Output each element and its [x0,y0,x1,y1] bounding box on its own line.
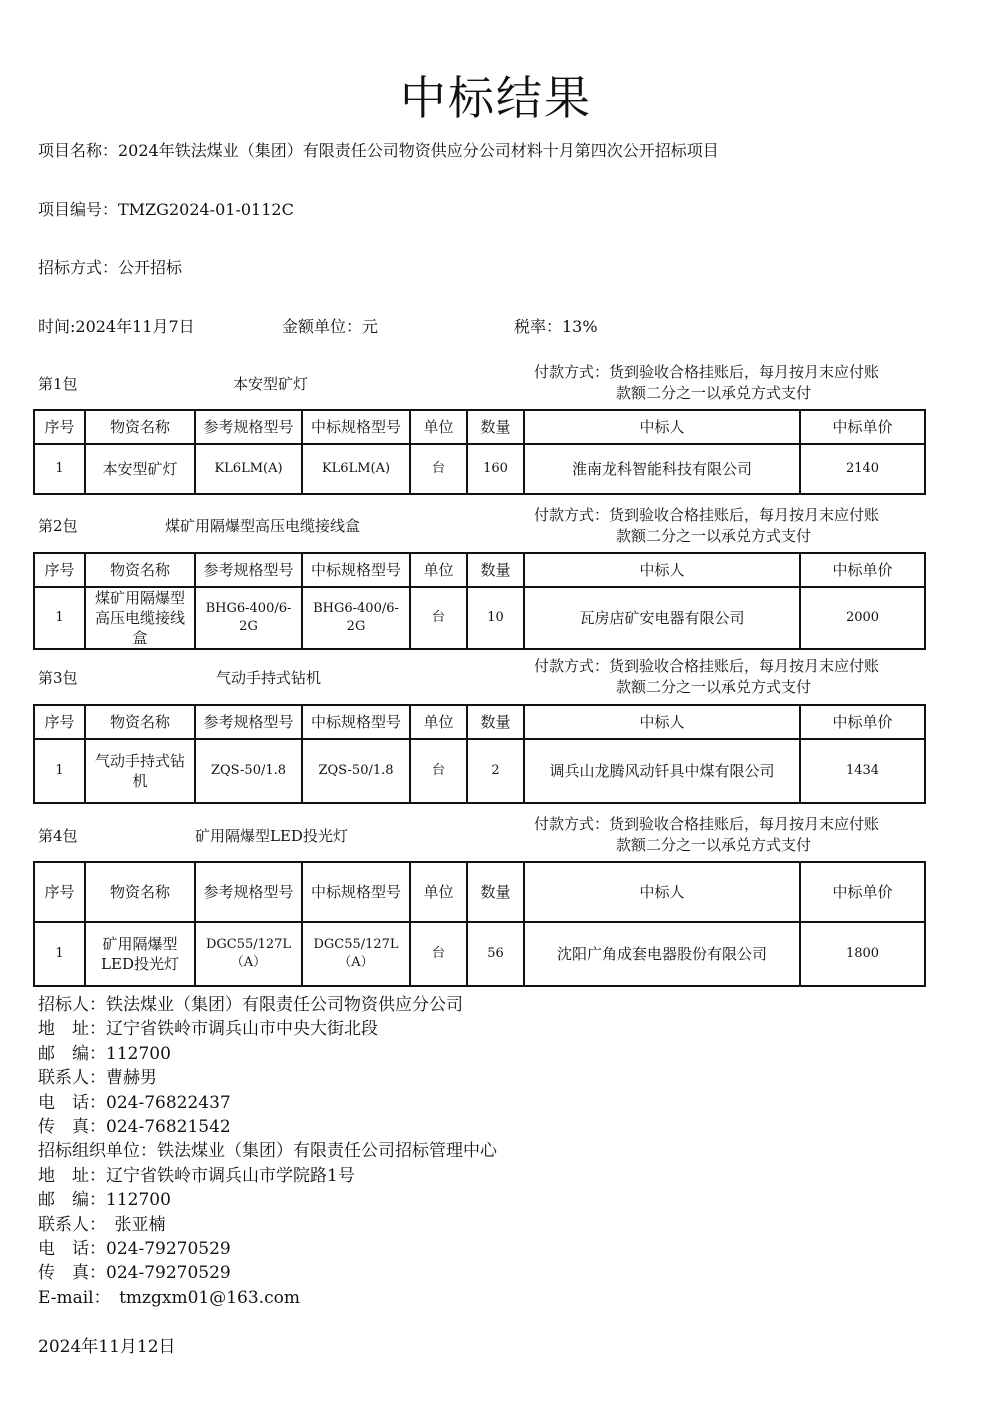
header-cell: 参考规格型号 [195,553,302,587]
payment-terms: 付款方式：货到验收合格挂账后，每月按月末应付账 款额二分之一以承兑方式支付 [534,363,880,402]
tax-rate: 税率：13% [514,317,598,336]
item-name: 煤矿用隔爆型高压电缆接线盒 [85,587,195,649]
bid-table [33,552,926,650]
header-cell: 中标规格型号 [302,705,410,739]
ref-spec: KL6LM(A) [195,444,302,494]
bid-table [33,409,926,495]
project-name: 项目名称：2024年铁法煤业（集团）有限责任公司物资供应分公司材料十月第四次公开招标项目 [38,141,719,160]
winner: 调兵山龙腾风动钎具中煤有限公司 [524,739,800,803]
bid-spec: DGC55/127L（A） [302,922,410,986]
table-header-row [34,705,925,739]
header-cell: 中标单价 [800,705,925,739]
item-name: 本安型矿灯 [85,444,195,494]
unit-price: 1800 [800,922,925,986]
header-cell: 中标人 [524,410,800,444]
bid-table [33,704,926,804]
header-cell: 物资名称 [85,410,195,444]
tenderer-address: 地 址：辽宁省铁岭市调兵山市中央大街北段 [38,1019,378,1040]
tenderer-fax: 传 真：024-76821542 [38,1117,231,1138]
payment-terms: 付款方式：货到验收合格挂账后，每月按月末应付账 款额二分之一以承兑方式支付 [534,815,880,854]
ref-spec: DGC55/127L（A） [195,922,302,986]
package-name: 本安型矿灯 [233,375,309,393]
agency-postcode: 邮 编：112700 [38,1190,171,1211]
winner: 沈阳广角成套电器股份有限公司 [524,922,800,986]
table-row [34,587,925,649]
header-cell: 数量 [467,553,524,587]
tenderer-contact-person: 联系人：曹赫男 [38,1068,157,1089]
header-cell: 单位 [410,553,467,587]
package-label: 第2包 [38,517,78,535]
tenderer-postcode: 邮 编：112700 [38,1043,171,1064]
publish-date: 2024年11月12日 [38,1337,176,1357]
winner: 瓦房店矿安电器有限公司 [524,587,800,649]
table-row [34,922,925,986]
bid-spec: BHG6-400/6-2G [302,587,410,649]
header-cell: 物资名称 [85,553,195,587]
package-name: 矿用隔爆型LED投光灯 [195,827,348,845]
header-cell: 序号 [34,862,85,922]
header-cell: 序号 [34,410,85,444]
amount-unit: 金额单位：元 [282,317,379,336]
row-no: 1 [34,922,85,986]
header-cell: 数量 [467,862,524,922]
winner: 淮南龙科智能科技有限公司 [524,444,800,494]
header-cell: 序号 [34,705,85,739]
header-cell: 单位 [410,705,467,739]
item-name: 矿用隔爆型LED投光灯 [85,922,195,986]
quantity: 160 [467,444,524,494]
project-code: 项目编号：TMZG2024-01-0112C [38,200,294,219]
header-cell: 数量 [467,705,524,739]
header-cell: 参考规格型号 [195,862,302,922]
bid-spec: KL6LM(A) [302,444,410,494]
header-cell: 中标人 [524,705,800,739]
quantity: 2 [467,739,524,803]
package-name: 气动手持式钻机 [216,669,322,687]
table-row [34,444,925,494]
agency-address: 地 址：辽宁省铁岭市调兵山市学院路1号 [38,1165,355,1186]
agency-contact-person: 联系人： 张亚楠 [38,1214,166,1235]
agency-phone: 电 话：024-79270529 [38,1239,231,1260]
header-cell: 参考规格型号 [195,410,302,444]
unit: 台 [410,739,467,803]
agency-email: E-mail： tmzgxm01@163.com [38,1287,300,1308]
unit-price: 1434 [800,739,925,803]
package-label: 第1包 [38,375,78,393]
payment-terms: 付款方式：货到验收合格挂账后，每月按月末应付账 款额二分之一以承兑方式支付 [534,506,880,545]
ref-spec: ZQS-50/1.8 [195,739,302,803]
header-cell: 单位 [410,862,467,922]
bid-table [33,861,926,987]
unit: 台 [410,444,467,494]
row-no: 1 [34,739,85,803]
header-cell: 数量 [467,410,524,444]
bid-method: 招标方式：公开招标 [38,258,183,277]
header-cell: 中标人 [524,862,800,922]
header-cell: 中标单价 [800,553,925,587]
payment-terms: 付款方式：货到验收合格挂账后，每月按月末应付账 款额二分之一以承兑方式支付 [534,657,880,696]
agency-fax: 传 真：024-79270529 [38,1263,231,1284]
row-no: 1 [34,444,85,494]
table-header-row [34,410,925,444]
header-cell: 参考规格型号 [195,705,302,739]
header-cell: 中标人 [524,553,800,587]
quantity: 10 [467,587,524,649]
header-cell: 物资名称 [85,705,195,739]
unit-price: 2140 [800,444,925,494]
unit: 台 [410,922,467,986]
tenderer-phone: 电 话：024-76822437 [38,1092,231,1113]
page-title: 中标结果 [400,71,592,125]
package-label: 第4包 [38,827,78,845]
header-cell: 物资名称 [85,862,195,922]
bid-spec: ZQS-50/1.8 [302,739,410,803]
package-name: 煤矿用隔爆型高压电缆接线盒 [165,517,361,535]
unit: 台 [410,587,467,649]
unit-price: 2000 [800,587,925,649]
package-label: 第3包 [38,669,78,687]
header-cell: 中标规格型号 [302,410,410,444]
row-no: 1 [34,587,85,649]
bid-time: 时间:2024年11月7日 [38,317,195,336]
tenderer: 招标人：铁法煤业（集团）有限责任公司物资供应分公司 [38,995,463,1015]
table-header-row [34,553,925,587]
ref-spec: BHG6-400/6-2G [195,587,302,649]
contact-block [38,993,497,1310]
agency: 招标组织单位：铁法煤业（集团）有限责任公司招标管理中心 [38,1141,497,1162]
header-cell: 单位 [410,410,467,444]
quantity: 56 [467,922,524,986]
header-cell: 中标单价 [800,410,925,444]
header-cell: 中标单价 [800,862,925,922]
header-cell: 序号 [34,553,85,587]
header-cell: 中标规格型号 [302,862,410,922]
header-cell: 中标规格型号 [302,553,410,587]
table-header-row [34,862,925,922]
item-name: 气动手持式钻机 [85,739,195,803]
table-row [34,739,925,803]
